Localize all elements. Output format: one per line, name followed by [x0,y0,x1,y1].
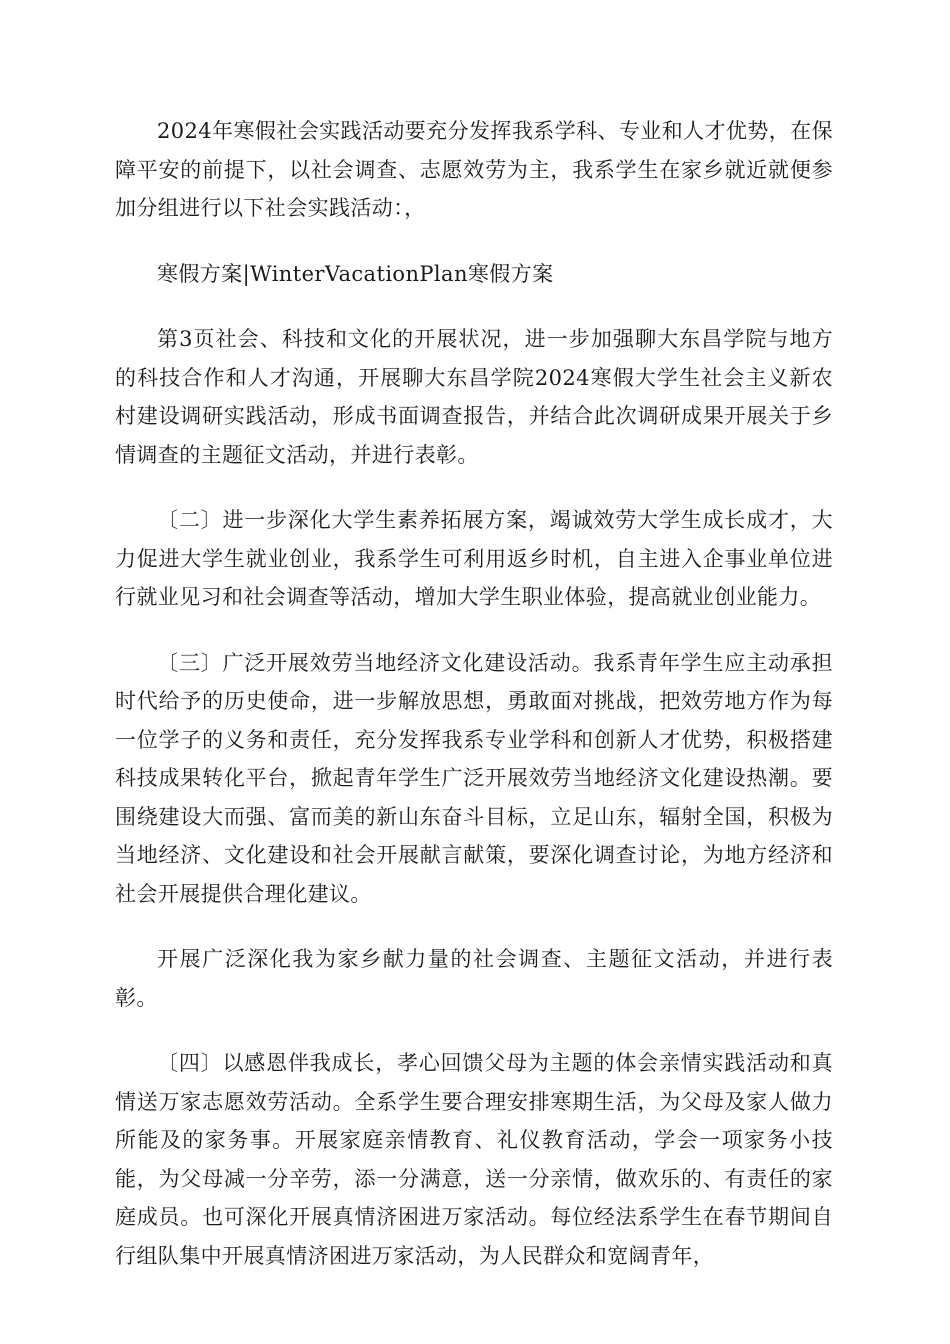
paragraph-section-four: 〔四〕以感恩伴我成长，孝心回馈父母为主题的体会亲情实践活动和真情送万家志愿效劳活动。全系学生要合理安排寒期生活，为父母及家人做力所能及的家务事。开展家庭亲情教育、礼仪教育活动，学会一项家务小技能，为父母减一分辛劳，添一分满意，送一分亲情，做欢乐的、有责任的家庭成员。也可深化开展真情济困进万家活动。每位经法系学生在春节期间自行组队集中开展真情济困进万家活动，为人民群众和宽阔青年， [115,1051,833,1268]
paragraph-section-two: 〔二〕进一步深化大学生素养拓展方案，竭诚效劳大学生成长成才，大力促进大学生就业创业，我系学生可利用返乡时机，自主进入企事业单位进行就业见习和社会调查等活动，增加大学生职业体验，提高就业创业能力。 [115,508,833,609]
paragraph-research: 第3页社会、科技和文化的开展状况，进一步加强聊大东昌学院与地方的科技合作和人才沟通，开展聊大东昌学院2024寒假大学生社会主义新农村建设调研实践活动，形成书面调查报告，并结合此次调研成果开展关于乡情调查的主题征文活动，并进行表彰。 [115,327,833,467]
paragraph-section-three: 〔三〕广泛开展效劳当地经济文化建设活动。我系青年学生应主动承担时代给予的历史使命，进一步解放思想，勇敢面对挑战，把效劳地方作为每一位学子的义务和责任，充分发挥我系专业学科和创新人才优势，积极搭建科技成果转化平台，掀起青年学生广泛开展效劳当地经济文化建设热潮。要围绕建设大而强、富而美的新山东奋斗目标，立足山东，辐射全国，积极为当地经济、文化建设和社会开展献言献策，要深化调查讨论，为地方经济和社会开展提供合理化建议。 [115,650,833,906]
document-page [115,112,833,1275]
paragraph-intro: 2024年寒假社会实践活动要充分发挥我系学科、专业和人才优势，在保障平安的前提下，以社会调查、志愿效劳为主，我系学生在家乡就近就便参加分组进行以下社会实践活动：， [115,119,833,220]
paragraph-plan-title: 寒假方案|WinterVacationPlan寒假方案 [157,261,554,286]
paragraph-essay-activity: 开展广泛深化我为家乡献力量的社会调查、主题征文活动，并进行表彰。 [115,947,833,1010]
